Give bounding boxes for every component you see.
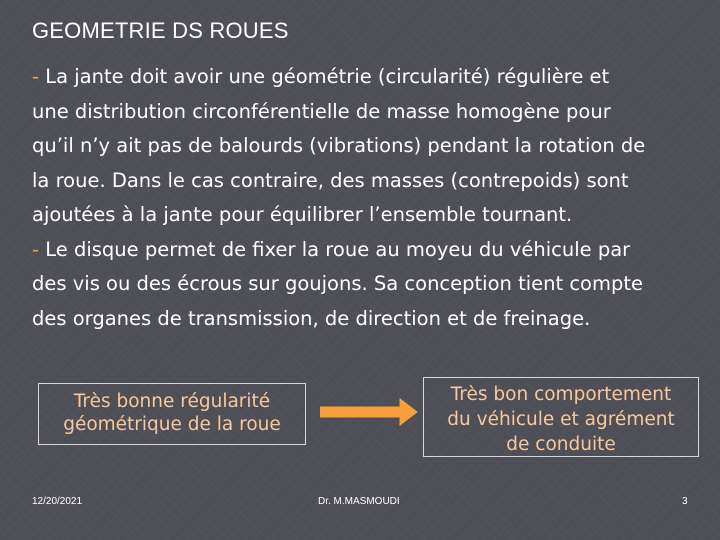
slide-body (32, 60, 702, 336)
bullet-dash: - (32, 237, 40, 261)
regularity-box (38, 383, 306, 445)
behavior-box (423, 377, 699, 457)
text-line: la roue. Dans le cas contraire, des masses (contrepoids) sont (32, 168, 629, 192)
right-arrow-icon (320, 398, 418, 426)
box-line: du véhicule et agrément (447, 409, 675, 430)
footer-author: Dr. M.MASMOUDI (318, 496, 400, 507)
slide-title: GEOMETRIE DS ROUES (32, 18, 289, 43)
footer-date: 12/20/2021 (32, 496, 83, 507)
box-line: géométrique de la roue (63, 414, 281, 435)
box-line: de conduite (506, 434, 616, 455)
box-line: Très bonne régularité (73, 391, 271, 412)
text-line: La jante doit avoir une géométrie (circularité) régulière et (39, 65, 610, 88)
page-number: 3 (682, 496, 688, 507)
paragraph-jante (32, 60, 702, 233)
text-line: des vis ou des écrous sur goujons. Sa conception tient compte (32, 272, 644, 295)
text-line: des organes de transmission, de direction et de freinage. (32, 306, 591, 330)
paragraph-disque (32, 233, 702, 337)
box-line: Très bon comportement (450, 384, 672, 405)
text-line: qu’il n’y ait pas de balourds (vibrations) pendant la rotation de (32, 134, 646, 157)
text-line: Le disque permet de fixer la roue au moyeu du véhicule par (39, 237, 631, 261)
text-line: ajoutées à la jante pour équilibrer l’ensemble tournant. (32, 203, 573, 226)
bullet-dash: - (32, 65, 40, 88)
text-line: une distribution circonférentielle de masse homogène pour (32, 99, 611, 123)
